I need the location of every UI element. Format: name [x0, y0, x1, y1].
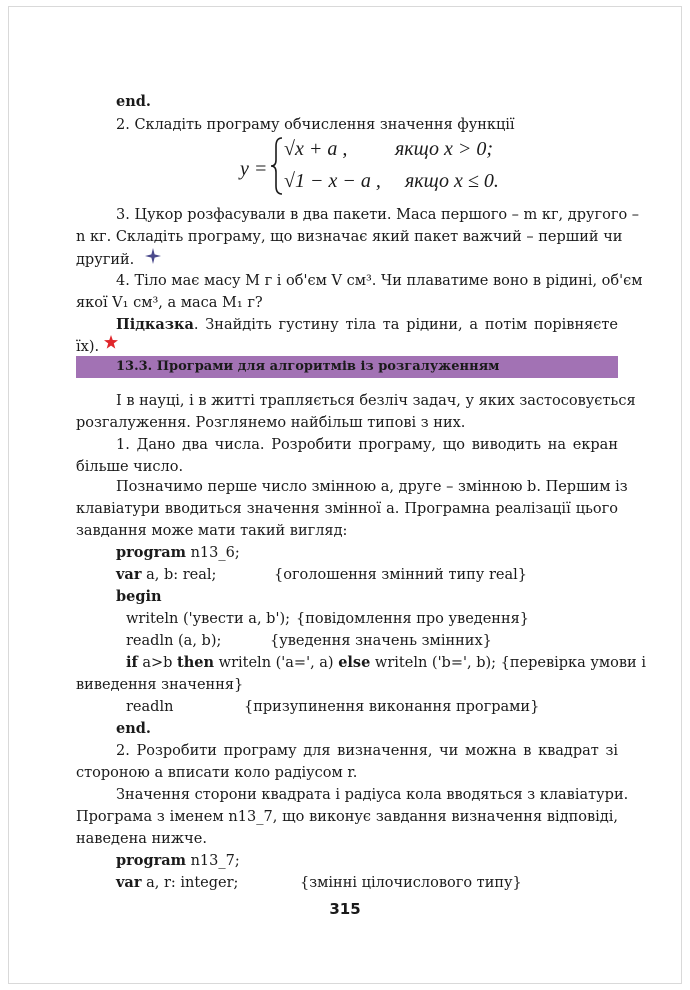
hint-text: . Знайдіть густину тіла та рідини, а потім порівняєте: [193, 317, 618, 333]
task-3-line-1: 3. Цукор розфасували в два пакети. Маса першого – m кг, другого –: [116, 207, 640, 223]
code1-writeln: writeln ('увести a, b');: [126, 611, 290, 627]
code1-writeln-comment: {повідомлення про уведення}: [296, 611, 530, 627]
hint-line-2-text: їх).: [76, 339, 100, 355]
code1-program-line: [116, 542, 240, 564]
then-keyword: then: [177, 654, 215, 671]
code1-var-comment: {оголошення змінний типу real}: [274, 567, 527, 583]
program-keyword: program: [116, 852, 186, 869]
para-5-line-1: Значення сторони квадрата і радіуса кола вводяться з клавіатури.: [116, 787, 629, 803]
formula-condition-1: якщо x > 0;: [395, 138, 494, 160]
task-3-line-2: n кг. Складіть програму, що визначає який пакет важчий – перший чи: [76, 229, 623, 245]
var-declaration: a, b: real;: [141, 567, 217, 583]
section-title: 13.3. Програми для алгоритмів із розгалуженням: [116, 359, 500, 374]
formula-case-1: √x + a ,: [284, 138, 348, 160]
hint-line-2: [76, 336, 618, 358]
formula-condition-2: якщо x ≤ 0.: [405, 170, 499, 192]
code2-program-line: [116, 850, 240, 872]
para-2-line-1: 1. Дано два числа. Розробити програму, що виводить на екран: [116, 437, 618, 453]
task-2-text: 2. Складіть програму обчислення значення функції: [116, 117, 515, 133]
para-1-line-2: розгалуження. Розглянемо найбільш типові з них.: [76, 415, 466, 431]
para-4-line-1: 2. Розробити програму для визначення, чи можна в квадрат зі: [116, 743, 618, 759]
code-end-line: end.: [116, 93, 151, 110]
code1-end-line: end.: [116, 720, 151, 737]
formula-case-2: √1 − x − a ,: [284, 170, 381, 192]
para-2-line-2: більше число.: [76, 459, 184, 475]
var-declaration: a, r: integer;: [141, 875, 239, 891]
task-4-line-1: 4. Тіло має масу M г і об'єм V см³. Чи плаватиме воно в рідині, об'єм: [116, 273, 643, 289]
para-1-line-1: І в науці, і в житті трапляється безліч задач, у яких застосовується: [116, 393, 636, 409]
formula-y: y =: [240, 158, 268, 180]
code1-readln-comment: {уведення значень змінних}: [270, 633, 492, 649]
red-star-icon: [104, 335, 118, 349]
code1-readln: readln (a, b);: [126, 633, 222, 649]
else-keyword: else: [338, 654, 371, 671]
code1-readln-pause: readln: [126, 699, 174, 715]
para-4-line-2: стороною a вписати коло радіусом r.: [76, 765, 358, 781]
code1-if-continuation: виведення значення}: [76, 677, 244, 693]
code1-var-line: [116, 564, 216, 586]
four-point-star-icon: [145, 248, 161, 264]
code1-if-line: [126, 652, 646, 674]
hint-line-1: [76, 314, 618, 336]
hint-label: Підказка: [116, 316, 194, 333]
page-number: 315: [329, 900, 361, 918]
program-name: n13_7;: [185, 853, 240, 869]
var-keyword: var: [116, 874, 142, 891]
then-part: writeln ('a=', a): [214, 655, 339, 671]
para-5-line-2: Програма з іменем n13_7, що виконує завдання визначення відповіді,: [76, 809, 618, 825]
para-3-line-3: завдання може мати такий вигляд:: [76, 523, 348, 539]
var-keyword: var: [116, 566, 142, 583]
para-3-line-2: клавіатури вводиться значення змінної a. Програмна реалізації цього: [76, 501, 618, 517]
task-3-line-3-text: другий.: [76, 252, 135, 268]
code2-var-line: [116, 872, 238, 894]
if-condition: a>b: [137, 655, 178, 671]
section-heading-bar: [76, 356, 618, 378]
para-3-line-1: Позначимо перше число змінною a, друге – змінною b. Першим із: [116, 479, 628, 495]
program-keyword: program: [116, 544, 186, 561]
para-5-line-3: наведена нижче.: [76, 831, 207, 847]
formula-brace: [270, 136, 284, 196]
if-keyword: if: [126, 654, 138, 671]
task-4-line-2: якої V₁ см³, а маса M₁ г?: [76, 295, 263, 311]
else-part: writeln ('b=', b); {перевірка умови і: [370, 655, 646, 671]
code1-readln-pause-comment: {призупинення виконання програми}: [244, 699, 540, 715]
code2-var-comment: {змінні цілочислового типу}: [300, 875, 522, 891]
code1-begin-line: begin: [116, 588, 162, 605]
program-name: n13_6;: [185, 545, 240, 561]
task-3-line-3: [76, 249, 618, 271]
